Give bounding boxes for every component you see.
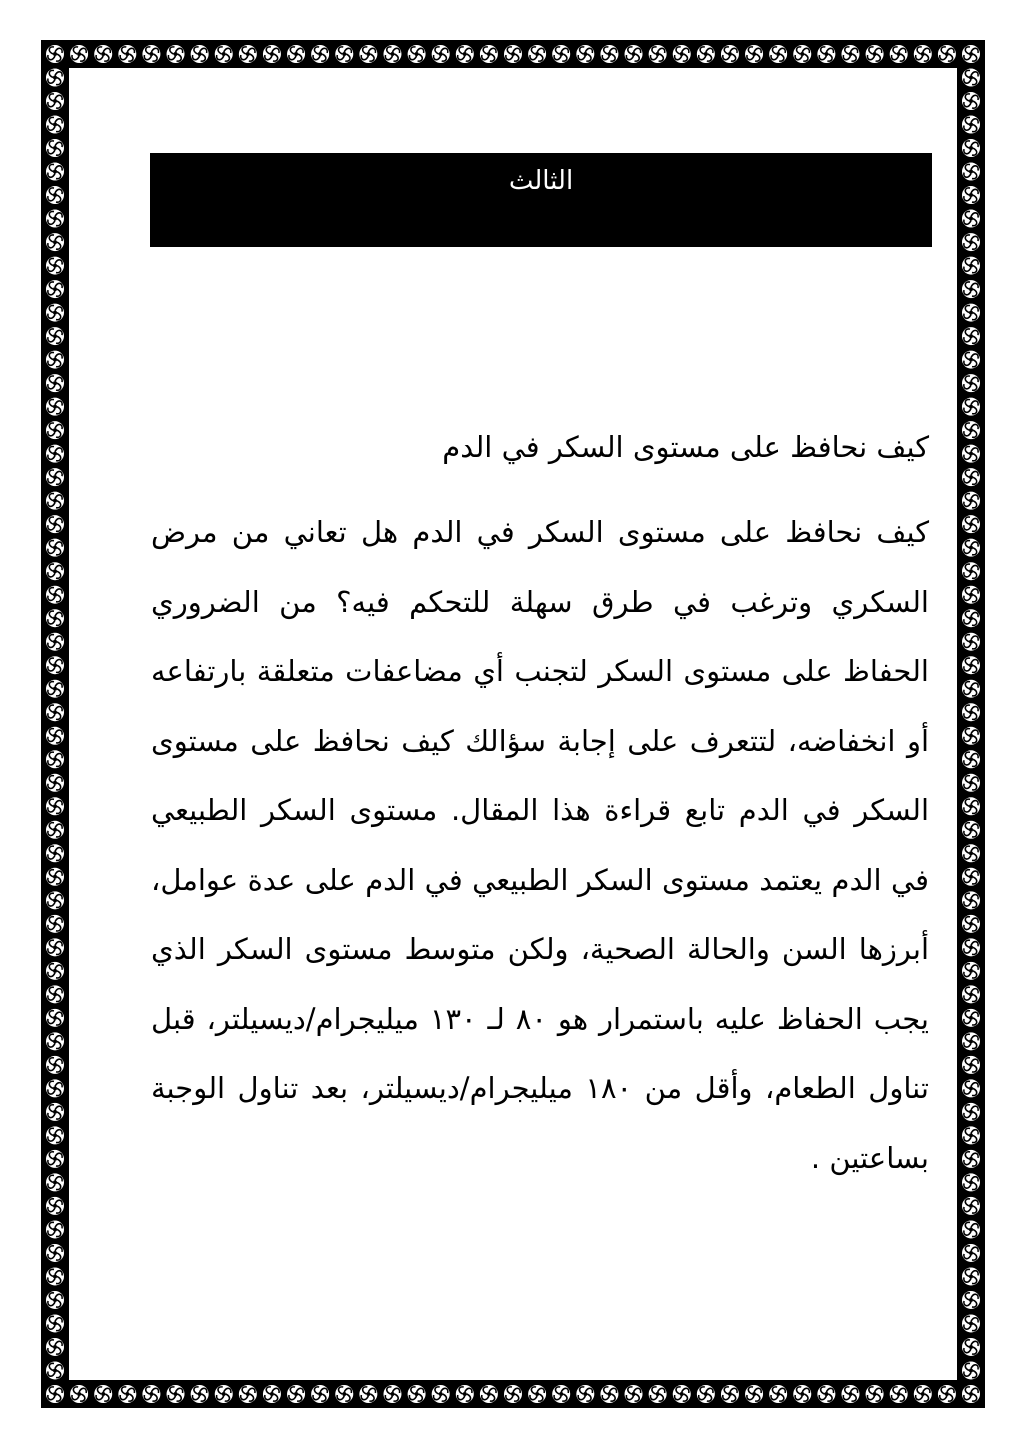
pinwheel-flower-icon xyxy=(359,45,377,63)
pinwheel-flower-icon xyxy=(528,45,546,63)
pinwheel-flower-icon xyxy=(46,985,64,1003)
pinwheel-flower-icon xyxy=(962,915,980,933)
article-heading: كيف نحافظ على مستوى السكر في الدم xyxy=(442,430,929,464)
chapter-banner xyxy=(150,153,932,247)
pinwheel-flower-icon xyxy=(46,515,64,533)
pinwheel-flower-icon xyxy=(504,1385,522,1403)
chapter-title: الثالث xyxy=(508,166,574,196)
pinwheel-flower-icon xyxy=(914,45,932,63)
pinwheel-flower-icon xyxy=(46,1103,64,1121)
pinwheel-flower-icon xyxy=(480,1385,498,1403)
pinwheel-flower-icon xyxy=(46,374,64,392)
pinwheel-flower-icon xyxy=(46,398,64,416)
pinwheel-flower-icon xyxy=(46,586,64,604)
pinwheel-flower-icon xyxy=(456,1385,474,1403)
pinwheel-flower-icon xyxy=(46,1267,64,1285)
pinwheel-flower-icon xyxy=(46,116,64,134)
pinwheel-flower-icon xyxy=(962,1220,980,1238)
pinwheel-flower-icon xyxy=(962,1126,980,1144)
pinwheel-flower-icon xyxy=(118,1385,136,1403)
pinwheel-flower-icon xyxy=(962,515,980,533)
pinwheel-flower-icon xyxy=(962,139,980,157)
article-body: كيف نحافظ على مستوى السكر في الدم هل تعاني من مرض السكري وترغب في طرق سهلة للتحكم فيه؟ من الضروري الحفاظ على مستوى السكر لتجنب أي مضاعفات متعلقة بارتفاعه أو انخفاضه، لتتعرف على إجابة سؤالك كيف نحافظ على مستوى السكر في الدم تابع قراءة هذا المقال. مستوى السكر الطبيعي في الدم يعتمد مستوى السكر الطبيعي في الدم على عدة عوامل، أبرزها السن والحالة الصحية، ولكن متوسط مستوى السكر الذي يجب الحفاظ عليه باستمرار هو ٨٠ لـ ١٣٠ ميليجرام/ديسيلتر، قبل تناول الطعام، وأقل من ١٨٠ ميليجرام/ديسيلتر، بعد تناول الوجبة بساعتين . xyxy=(151,515,929,1175)
pinwheel-flower-icon xyxy=(962,398,980,416)
pinwheel-flower-icon xyxy=(46,633,64,651)
pinwheel-flower-icon xyxy=(239,1385,257,1403)
pinwheel-flower-icon xyxy=(287,1385,305,1403)
pinwheel-flower-icon xyxy=(46,1338,64,1356)
pinwheel-flower-icon xyxy=(287,45,305,63)
article xyxy=(151,418,929,1193)
pinwheel-flower-icon xyxy=(962,562,980,580)
pinwheel-flower-icon xyxy=(118,45,136,63)
pinwheel-flower-icon xyxy=(649,1385,667,1403)
pinwheel-flower-icon xyxy=(745,1385,763,1403)
pinwheel-flower-icon xyxy=(962,774,980,792)
pinwheel-flower-icon xyxy=(46,1314,64,1332)
pinwheel-flower-icon xyxy=(817,1385,835,1403)
pinwheel-flower-icon xyxy=(962,962,980,980)
pinwheel-flower-icon xyxy=(335,1385,353,1403)
pinwheel-flower-icon xyxy=(962,1197,980,1215)
pinwheel-flower-icon xyxy=(408,45,426,63)
pinwheel-flower-icon xyxy=(480,45,498,63)
pinwheel-flower-icon xyxy=(70,45,88,63)
pinwheel-flower-icon xyxy=(311,45,329,63)
pinwheel-flower-icon xyxy=(890,1385,908,1403)
pinwheel-flower-icon xyxy=(962,492,980,510)
pinwheel-flower-icon xyxy=(46,727,64,745)
pinwheel-flower-icon xyxy=(70,1385,88,1403)
pinwheel-flower-icon xyxy=(962,421,980,439)
pinwheel-flower-icon xyxy=(46,938,64,956)
pinwheel-flower-icon xyxy=(890,45,908,63)
pinwheel-flower-icon xyxy=(600,1385,618,1403)
pinwheel-flower-icon xyxy=(46,656,64,674)
pinwheel-flower-icon xyxy=(962,1385,980,1403)
pinwheel-flower-icon xyxy=(263,45,281,63)
pinwheel-flower-icon xyxy=(46,92,64,110)
pinwheel-flower-icon xyxy=(46,1197,64,1215)
pinwheel-flower-icon xyxy=(962,1291,980,1309)
pinwheel-flower-icon xyxy=(962,1244,980,1262)
pinwheel-flower-icon xyxy=(576,45,594,63)
pinwheel-flower-icon xyxy=(841,1385,859,1403)
pinwheel-flower-icon xyxy=(46,468,64,486)
pinwheel-flower-icon xyxy=(46,539,64,557)
pinwheel-flower-icon xyxy=(962,1361,980,1379)
pinwheel-flower-icon xyxy=(167,45,185,63)
pinwheel-flower-icon xyxy=(432,45,450,63)
pinwheel-flower-icon xyxy=(962,750,980,768)
pinwheel-flower-icon xyxy=(769,1385,787,1403)
pinwheel-flower-icon xyxy=(962,985,980,1003)
pinwheel-flower-icon xyxy=(46,1361,64,1379)
pinwheel-flower-icon xyxy=(46,445,64,463)
pinwheel-flower-icon xyxy=(962,163,980,181)
pinwheel-flower-icon xyxy=(962,938,980,956)
pinwheel-flower-icon xyxy=(962,327,980,345)
pinwheel-flower-icon xyxy=(528,1385,546,1403)
pinwheel-flower-icon xyxy=(215,45,233,63)
pinwheel-flower-icon xyxy=(962,586,980,604)
pinwheel-flower-icon xyxy=(673,45,691,63)
pinwheel-flower-icon xyxy=(962,304,980,322)
pinwheel-flower-icon xyxy=(962,210,980,228)
pinwheel-flower-icon xyxy=(697,45,715,63)
pinwheel-flower-icon xyxy=(962,821,980,839)
pinwheel-flower-icon xyxy=(142,1385,160,1403)
pinwheel-flower-icon xyxy=(46,327,64,345)
pinwheel-flower-icon xyxy=(46,844,64,862)
pinwheel-flower-icon xyxy=(46,915,64,933)
pinwheel-flower-icon xyxy=(625,45,643,63)
pinwheel-flower-icon xyxy=(46,1079,64,1097)
pinwheel-flower-icon xyxy=(962,633,980,651)
pinwheel-flower-icon xyxy=(962,374,980,392)
pinwheel-flower-icon xyxy=(962,1173,980,1191)
pinwheel-flower-icon xyxy=(46,891,64,909)
pinwheel-flower-icon xyxy=(962,257,980,275)
pinwheel-flower-icon xyxy=(721,1385,739,1403)
pinwheel-flower-icon xyxy=(962,1267,980,1285)
pinwheel-flower-icon xyxy=(46,1173,64,1191)
pinwheel-flower-icon xyxy=(46,421,64,439)
pinwheel-flower-icon xyxy=(142,45,160,63)
pinwheel-flower-icon xyxy=(962,539,980,557)
pinwheel-flower-icon xyxy=(962,1056,980,1074)
pinwheel-flower-icon xyxy=(46,1220,64,1238)
pinwheel-flower-icon xyxy=(94,45,112,63)
pinwheel-flower-icon xyxy=(962,92,980,110)
pinwheel-flower-icon xyxy=(46,69,64,87)
pinwheel-flower-icon xyxy=(962,186,980,204)
pinwheel-flower-icon xyxy=(793,1385,811,1403)
pinwheel-flower-icon xyxy=(962,45,980,63)
pinwheel-flower-icon xyxy=(46,1150,64,1168)
pinwheel-flower-icon xyxy=(46,1244,64,1262)
pinwheel-flower-icon xyxy=(46,797,64,815)
pinwheel-flower-icon xyxy=(552,1385,570,1403)
pinwheel-flower-icon xyxy=(46,609,64,627)
pinwheel-flower-icon xyxy=(46,703,64,721)
pinwheel-flower-icon xyxy=(962,233,980,251)
pinwheel-flower-icon xyxy=(962,727,980,745)
pinwheel-flower-icon xyxy=(962,1009,980,1027)
pinwheel-flower-icon xyxy=(866,1385,884,1403)
pinwheel-flower-icon xyxy=(46,186,64,204)
pinwheel-flower-icon xyxy=(46,210,64,228)
pinwheel-flower-icon xyxy=(962,844,980,862)
pinwheel-flower-icon xyxy=(46,1009,64,1027)
pinwheel-flower-icon xyxy=(383,1385,401,1403)
pinwheel-flower-icon xyxy=(504,45,522,63)
pinwheel-flower-icon xyxy=(191,45,209,63)
pinwheel-flower-icon xyxy=(962,797,980,815)
pinwheel-flower-icon xyxy=(866,45,884,63)
pinwheel-flower-icon xyxy=(46,304,64,322)
pinwheel-flower-icon xyxy=(46,351,64,369)
pinwheel-flower-icon xyxy=(335,45,353,63)
pinwheel-flower-icon xyxy=(962,468,980,486)
pinwheel-flower-icon xyxy=(962,351,980,369)
pinwheel-flower-icon xyxy=(46,750,64,768)
pinwheel-flower-icon xyxy=(408,1385,426,1403)
pinwheel-flower-icon xyxy=(46,163,64,181)
pinwheel-flower-icon xyxy=(311,1385,329,1403)
pinwheel-flower-icon xyxy=(46,868,64,886)
pinwheel-flower-icon xyxy=(46,1385,64,1403)
pinwheel-flower-icon xyxy=(576,1385,594,1403)
pinwheel-flower-icon xyxy=(962,280,980,298)
pinwheel-flower-icon xyxy=(673,1385,691,1403)
pinwheel-flower-icon xyxy=(962,1150,980,1168)
pinwheel-flower-icon xyxy=(962,891,980,909)
pinwheel-flower-icon xyxy=(46,680,64,698)
pinwheel-flower-icon xyxy=(914,1385,932,1403)
pinwheel-flower-icon xyxy=(46,1126,64,1144)
pinwheel-flower-icon xyxy=(552,45,570,63)
pinwheel-flower-icon xyxy=(46,562,64,580)
pinwheel-flower-icon xyxy=(769,45,787,63)
pinwheel-flower-icon xyxy=(962,69,980,87)
pinwheel-flower-icon xyxy=(962,1314,980,1332)
pinwheel-flower-icon xyxy=(962,1338,980,1356)
pinwheel-flower-icon xyxy=(745,45,763,63)
pinwheel-flower-icon xyxy=(46,1291,64,1309)
pinwheel-flower-icon xyxy=(793,45,811,63)
pinwheel-flower-icon xyxy=(215,1385,233,1403)
pinwheel-flower-icon xyxy=(649,45,667,63)
pinwheel-flower-icon xyxy=(46,962,64,980)
pinwheel-flower-icon xyxy=(191,1385,209,1403)
pinwheel-flower-icon xyxy=(432,1385,450,1403)
pinwheel-flower-icon xyxy=(46,821,64,839)
pinwheel-flower-icon xyxy=(817,45,835,63)
pinwheel-flower-icon xyxy=(962,868,980,886)
pinwheel-flower-icon xyxy=(46,139,64,157)
pinwheel-flower-icon xyxy=(962,1103,980,1121)
pinwheel-flower-icon xyxy=(167,1385,185,1403)
pinwheel-flower-icon xyxy=(938,45,956,63)
pinwheel-flower-icon xyxy=(46,233,64,251)
pinwheel-flower-icon xyxy=(383,45,401,63)
pinwheel-flower-icon xyxy=(46,257,64,275)
pinwheel-flower-icon xyxy=(94,1385,112,1403)
pinwheel-flower-icon xyxy=(46,1032,64,1050)
pinwheel-flower-icon xyxy=(938,1385,956,1403)
pinwheel-flower-icon xyxy=(46,1056,64,1074)
page-border-frame xyxy=(41,40,985,1408)
pinwheel-flower-icon xyxy=(625,1385,643,1403)
pinwheel-flower-icon xyxy=(962,1032,980,1050)
pinwheel-flower-icon xyxy=(600,45,618,63)
pinwheel-flower-icon xyxy=(239,45,257,63)
pinwheel-flower-icon xyxy=(46,280,64,298)
pinwheel-flower-icon xyxy=(962,609,980,627)
pinwheel-flower-icon xyxy=(962,680,980,698)
pinwheel-flower-icon xyxy=(721,45,739,63)
pinwheel-flower-icon xyxy=(46,45,64,63)
pinwheel-flower-icon xyxy=(962,445,980,463)
pinwheel-flower-icon xyxy=(962,116,980,134)
page-content-area xyxy=(69,68,957,1380)
pinwheel-flower-icon xyxy=(46,774,64,792)
pinwheel-flower-icon xyxy=(46,492,64,510)
pinwheel-flower-icon xyxy=(697,1385,715,1403)
pinwheel-flower-icon xyxy=(359,1385,377,1403)
pinwheel-flower-icon xyxy=(962,1079,980,1097)
pinwheel-flower-icon xyxy=(456,45,474,63)
pinwheel-flower-icon xyxy=(263,1385,281,1403)
pinwheel-flower-icon xyxy=(962,703,980,721)
pinwheel-flower-icon xyxy=(841,45,859,63)
pinwheel-flower-icon xyxy=(962,656,980,674)
